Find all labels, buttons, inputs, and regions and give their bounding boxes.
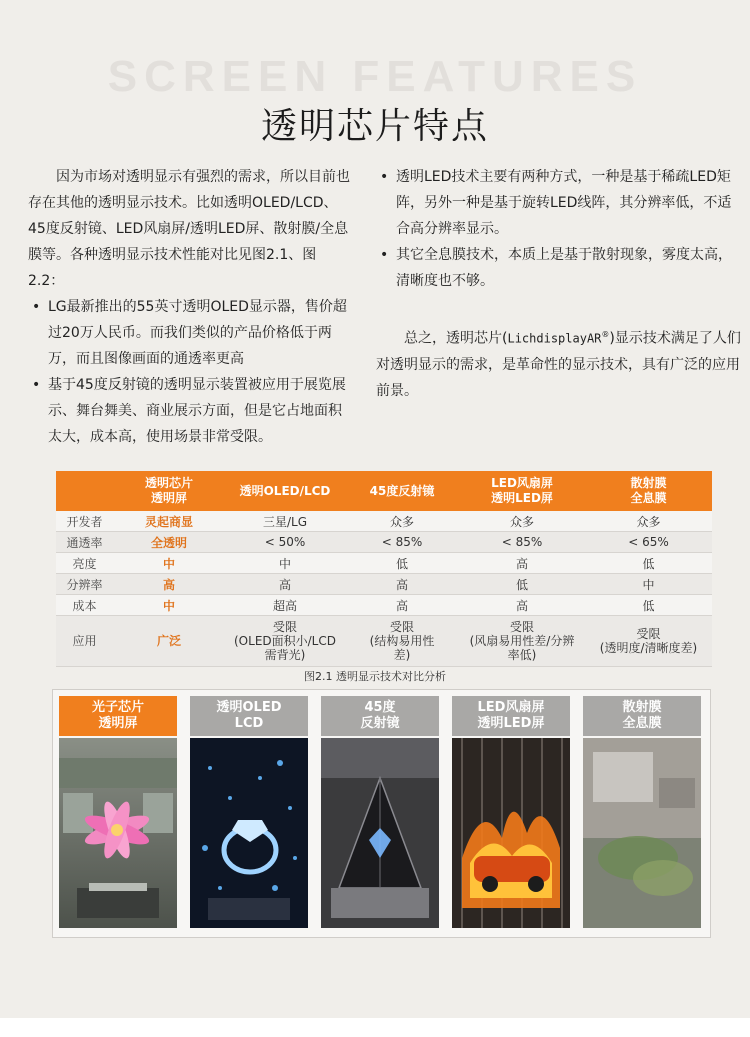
table-cell: 广泛 [113,616,225,667]
table-caption: 图2.1 透明显示技术对比分析 [304,670,446,683]
summary-paragraph [376,322,742,404]
table-row-label: 应用 [56,616,113,667]
table-header-cell: 45度反射镜 [345,471,459,511]
lily-flower-photo-icon [59,738,177,928]
table-row [56,532,712,553]
background-title: SCREEN FEATURES [107,52,643,101]
table-cell: 灵起商显 [113,511,225,532]
table-header-row [56,471,712,511]
table-header-cell: 散射膜 全息膜 [585,471,712,511]
hologram-film-photo-icon [583,738,701,928]
table-cell: 低 [345,553,459,574]
table-cell: 全透明 [113,532,225,553]
intro-paragraph: 因为市场对透明显示有强烈的需求，所以目前也存在其他的透明显示技术。比如透明OLED/LCD、45度反射镜、LED风扇屏/透明LED屏、散射膜/全息膜等。各种透明显示技术性能对比见图2.1、图2.2： [28,169,350,289]
card-title: 透明OLED LCD [190,696,308,736]
card-title: LED风扇屏 透明LED屏 [452,696,570,736]
table-cell: 受限 (OLED面积小/LCD 需背光) [225,616,345,667]
table-header-cell: LED风扇屏 透明LED屏 [459,471,585,511]
table-cell: 低 [585,553,712,574]
table-header-cell: 透明OLED/LCD [225,471,345,511]
table-cell: 高 [225,574,345,595]
page-title: 透明芯片特点 [260,106,489,147]
table-row [56,511,712,532]
table-row-label: 通透率 [56,532,113,553]
table-cell: 高 [459,595,585,616]
table-cell: 受限 (透明度/清晰度差) [585,616,712,667]
table-cell: 三星/LG [225,511,345,532]
table-cell: 受限 (结构易用性 差) [345,616,459,667]
table-row-label: 分辨率 [56,574,113,595]
table-cell: 超高 [225,595,345,616]
table-row [56,574,712,595]
summary-text-end: )显示技术满足了人们对透明显示的需求，是革命性的显示技术，具有广泛的应用前景。 [376,330,741,399]
comparison-table [56,471,712,667]
table-cell: 众多 [459,511,585,532]
table-row [56,616,712,667]
gallery-card-photon-chip [59,696,177,928]
comparison-image-gallery [52,689,711,938]
right-bullet-list [376,164,742,294]
table-cell: < 85% [459,532,585,553]
gallery-card-led-fan [452,696,570,928]
diamond-ring-photo-icon [190,738,308,928]
table-body [56,511,712,667]
gallery-card-transparent-oled [190,696,308,928]
left-bullet-list [28,294,350,450]
table-row [56,553,712,574]
list-item: • 其它全息膜技术，本质上是基于散射现象，雾度太高，清晰度也不够。 [376,242,742,294]
table-cell: 高 [113,574,225,595]
table-cell: 低 [459,574,585,595]
table-cell: 众多 [585,511,712,532]
card-title: 光子芯片 透明屏 [59,696,177,736]
table-row [56,595,712,616]
right-column [376,164,742,404]
gallery-card-45-degree-mirror [321,696,439,928]
table-cell: 中 [113,553,225,574]
left-column [28,164,350,450]
registered-mark: ® [601,330,610,339]
table-cell: < 65% [585,532,712,553]
table-header-cell: 透明芯片 透明屏 [113,471,225,511]
table-cell: 高 [345,574,459,595]
table-row-label: 亮度 [56,553,113,574]
gallery-card-scattering-film [583,696,701,928]
table-header-cell [56,471,113,511]
flaming-car-photo-icon [452,738,570,928]
table-row-label: 成本 [56,595,113,616]
table-cell: < 50% [225,532,345,553]
table-cell: 众多 [345,511,459,532]
table-cell: 低 [585,595,712,616]
list-item: • 基于45度反射镜的透明显示装置被应用于展览展示、舞台舞美、商业展示方面，但是它占地面积太大，成本高，使用场景非常受限。 [28,372,350,450]
card-title: 散射膜 全息膜 [583,696,701,736]
table-row-label: 开发者 [56,511,113,532]
table-cell: 受限 (风扇易用性差/分辨 率低) [459,616,585,667]
table-cell: 中 [113,595,225,616]
table-cell: < 85% [345,532,459,553]
table-cell: 高 [459,553,585,574]
table-cell: 中 [585,574,712,595]
table-cell: 高 [345,595,459,616]
list-item: • LG最新推出的55英寸透明OLED显示器，售价超过20万人民币。而我们类似的产品价格低于两万，而且图像画面的通透率更高 [28,294,350,372]
brand-name: LichdisplayAR [507,331,602,346]
table-cell: 中 [225,553,345,574]
card-title: 45度 反射镜 [321,696,439,736]
pyramid-hologram-photo-icon [321,738,439,928]
list-item: • 透明LED技术主要有两种方式，一种是基于稀疏LED矩阵，另外一种是基于旋转LED线阵，其分辨率低，不适合高分辨率显示。 [376,164,742,242]
summary-text-start: 总之，透明芯片( [404,330,508,347]
